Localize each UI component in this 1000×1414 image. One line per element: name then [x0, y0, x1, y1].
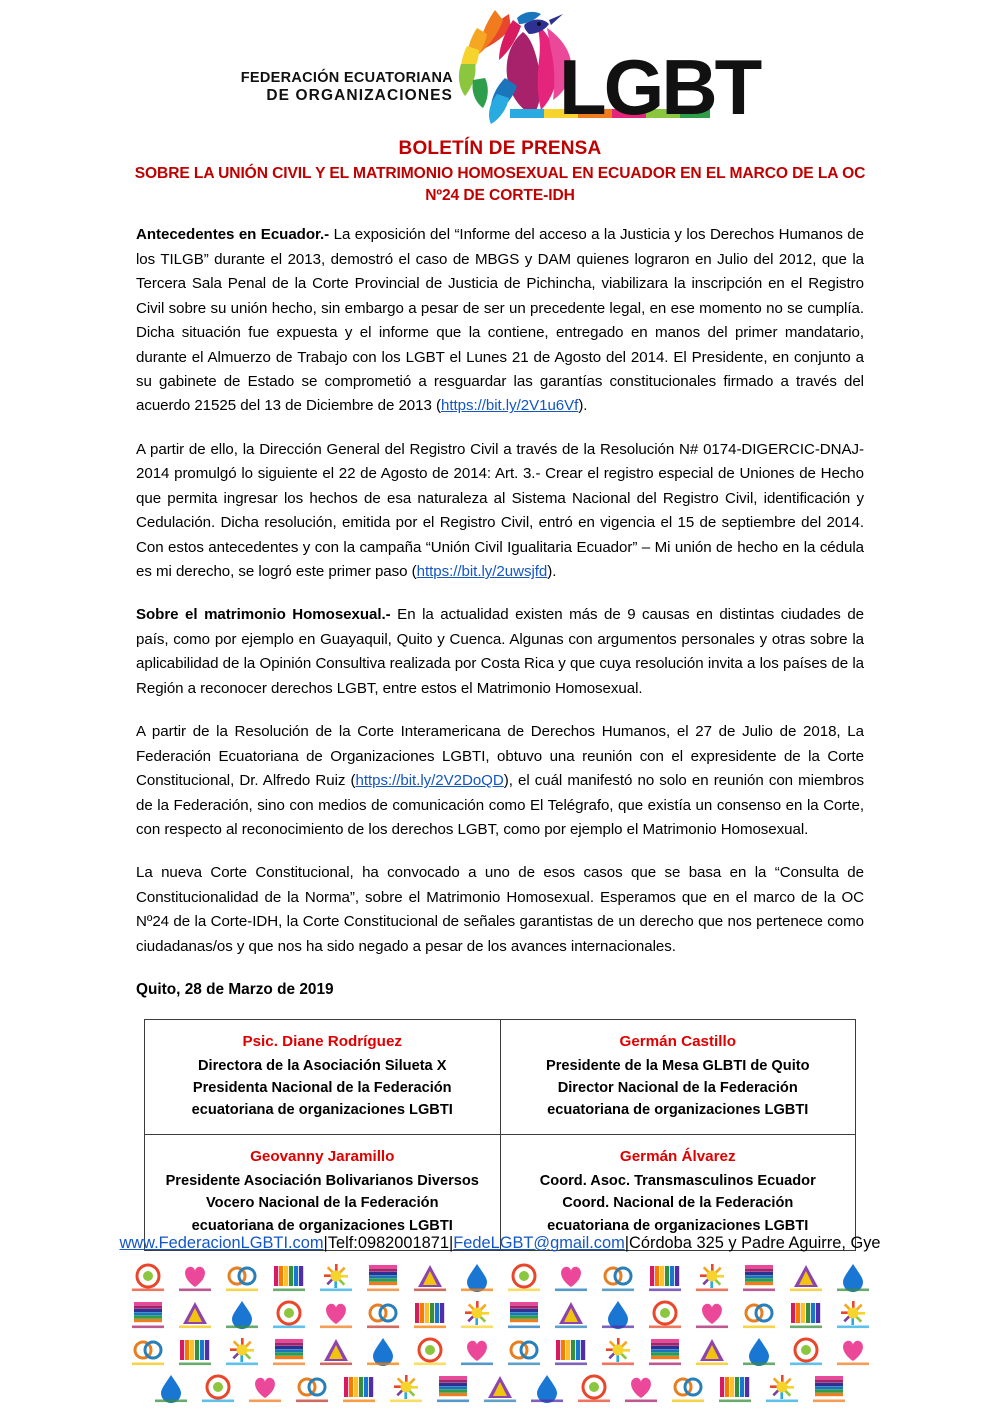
member-organization-logo: [643, 1297, 687, 1331]
date-line: Quito, 28 de Marzo de 2019: [136, 981, 334, 999]
member-organization-logo: [784, 1334, 828, 1368]
member-organization-logo: [549, 1297, 593, 1331]
member-organization-logo: [267, 1260, 311, 1294]
table-row: [145, 1020, 856, 1135]
member-organization-logo: [126, 1334, 170, 1368]
member-organization-logo: [408, 1260, 452, 1294]
signatory-role-2: Director Nacional de la Federación: [557, 1080, 798, 1097]
member-organization-logo: [149, 1371, 193, 1405]
paragraph-resolucion-tail: ).: [547, 563, 557, 581]
member-organization-logo: [784, 1297, 828, 1331]
member-organization-logo: [290, 1371, 334, 1405]
member-organization-logo: [760, 1371, 804, 1405]
member-organization-logo: [737, 1334, 781, 1368]
member-organization-logo: [384, 1371, 428, 1405]
member-organization-logo: [126, 1260, 170, 1294]
signatory-cell-1: [500, 1020, 856, 1135]
member-organization-logo: [502, 1334, 546, 1368]
member-organization-logo: [455, 1297, 499, 1331]
contact-phone: Telf:0982001871: [327, 1233, 449, 1252]
separator-1: |: [323, 1233, 328, 1252]
member-organization-logo: [220, 1334, 264, 1368]
member-organization-logo: [314, 1260, 358, 1294]
paragraph-resolucion-text: A partir de ello, la Dirección General del Registro Civil a través de la Resolución N# 0174-DIGERCIC-DNAJ-2014 promulgó lo siguiente el 22 de Agosto de 2014: Art. 3.- Crear el registro especial de Uniones de Hecho que permita ingresar los hechos de esa naturaleza al Sistema Nacional del Registro Civil, identificación y Cedulación. Dicha resolución, emitida por el Registro Civil, entró en vigencia el 15 de septiembre del 2014. Con estos antecedentes y con la campaña “Unión Civil Igualitaria Ecuador” – Mi unión de hecho en la cédula es mi derecho, se logró este primer paso (: [136, 440, 864, 581]
member-organization-logo: [126, 1297, 170, 1331]
paragraph-resolucion: [136, 438, 864, 585]
link-bitly-2V1u6Vf[interactable]: https://bit.ly/2V1u6Vf: [440, 397, 579, 415]
member-organization-logo: [549, 1260, 593, 1294]
signatories-table-wrap: [144, 1019, 856, 1251]
signatory-role-1: Presidente de la Mesa GLBTI de Quito: [545, 1057, 810, 1074]
link-bitly-2V2DoQD[interactable]: https://bit.ly/2V2DoQD: [355, 772, 504, 790]
paragraph-matrimonio-lead: Sobre el matrimonio Homosexual.-: [136, 606, 391, 624]
page-subtitle: [0, 161, 1000, 207]
member-organization-logo: [220, 1260, 264, 1294]
signatories-table: [144, 1019, 856, 1251]
separator-2: |: [449, 1233, 454, 1252]
member-organization-logo: [666, 1371, 710, 1405]
signatory-role-2: Coord. Nacional de la Federación: [562, 1195, 794, 1212]
signatory-role-3: ecuatoriana de organizaciones LGBTI: [547, 1102, 809, 1119]
paragraph-antecedentes: [136, 223, 864, 419]
paragraph-antecedentes-lead: Antecedentes en Ecuador.-: [136, 226, 330, 244]
paragraph-corte-tail: ), el cuál manifestó no solo en reunión con miembros de la Federación, sino con medios de comunicación como El Telégrafo, que existía un consenso en la Corte, con respecto al reconocimiento de los derechos LGBT, como por ejemplo el Matrimonio Homosexual.: [136, 772, 864, 838]
member-organization-logo: [478, 1371, 522, 1405]
link-bitly-2uwsjfd[interactable]: https://bit.ly/2uwsjfd: [416, 563, 548, 581]
member-organization-logo: [173, 1297, 217, 1331]
paragraph-corte-interamericana: [136, 720, 864, 842]
lgbt-wordmark: LGBT: [559, 43, 760, 132]
member-organization-logo: [737, 1260, 781, 1294]
page-subtitle-line2: OC Nº24 DE CORTE-IDH: [425, 165, 866, 205]
link-website[interactable]: www.FederacionLGBTI.com: [119, 1233, 324, 1252]
member-organization-logo: [596, 1334, 640, 1368]
organization-name: [241, 70, 455, 126]
signatory-role-2: Presidenta Nacional de la Federación: [192, 1080, 452, 1097]
signatory-role-3: ecuatoriana de organizaciones LGBTI: [191, 1217, 453, 1234]
member-organization-logo: [831, 1297, 875, 1331]
logo-strip-row: [116, 1258, 884, 1295]
member-organization-logo: [619, 1371, 663, 1405]
member-organization-logo: [525, 1371, 569, 1405]
member-organization-logo: [267, 1334, 311, 1368]
document-body: [136, 207, 864, 999]
member-organization-logo: [314, 1297, 358, 1331]
member-organization-logo: [408, 1334, 452, 1368]
member-organization-logo: [690, 1297, 734, 1331]
member-organization-logo: [243, 1371, 287, 1405]
logo-strip-row: [116, 1295, 884, 1332]
member-organization-logo-strip: [116, 1258, 884, 1414]
member-organization-logo: [713, 1371, 757, 1405]
member-organization-logo: [643, 1334, 687, 1368]
page-subtitle-line1: SOBRE LA UNIÓN CIVIL Y EL MATRIMONIO HOMOSEXUAL EN ECUADOR EN EL MARCO DE LA: [134, 165, 838, 183]
member-organization-logo: [502, 1297, 546, 1331]
contact-line: [0, 1233, 1000, 1259]
member-organization-logo: [408, 1297, 452, 1331]
signatory-role-3: ecuatoriana de organizaciones LGBTI: [191, 1102, 453, 1119]
member-organization-logo: [173, 1260, 217, 1294]
member-organization-logo: [596, 1297, 640, 1331]
paragraph-nueva-corte: La nueva Corte Constitucional, ha convocado a uno de esos casos que se basa en la “Consulta de Constitucionalidad de la Norma”, sobre el Matrimonio Homosexual. Esperamos que en el marco de la OC Nº24 de la Corte-IDH, la Corte Constitucional de señales garantistas de un derecho que nos pertenece como ciudadanas/os y que nos ha sido negado a pesar de los avances internacionales.: [136, 864, 864, 955]
member-organization-logo: [737, 1297, 781, 1331]
member-organization-logo: [267, 1297, 311, 1331]
link-email[interactable]: FedeLGBT@gmail.com: [453, 1233, 625, 1252]
member-organization-logo: [314, 1334, 358, 1368]
member-organization-logo: [831, 1260, 875, 1294]
member-organization-logo: [361, 1297, 405, 1331]
member-organization-logo: [572, 1371, 616, 1405]
signatory-cell-0: [145, 1020, 501, 1135]
member-organization-logo: [502, 1260, 546, 1294]
organization-name-line2: DE ORGANIZACIONES: [266, 86, 453, 104]
paragraph-matrimonio: [136, 603, 864, 701]
member-organization-logo: [690, 1334, 734, 1368]
signatory-name: Geovanny Jaramillo: [250, 1148, 395, 1166]
member-organization-logo: [337, 1371, 381, 1405]
member-organization-logo: [455, 1334, 499, 1368]
member-organization-logo: [431, 1371, 475, 1405]
page-title: BOLETÍN DE PRENSA: [398, 138, 602, 159]
member-organization-logo: [690, 1260, 734, 1294]
paragraph-antecedentes-text: La exposición del “Informe del acceso a la Justicia y los Derechos Humanos de los TILGB” durante el 2013, demostró el caso de MBGS y DAM quienes lograron en Julio del 2012, que la Tercera Sala Penal de la Corte Provincial de Justicia de Pichincha, viabilizara la inscripción en el Registro Civil sobre su unión hecho, sin embargo a pesar de ser un precedente legal, en ese momento no se cumplía. Dicha situación fue expuesta y el informe que la contiene, entregado en manos del primer mandatario, durante el Almuerzo de Trabajo con los LGBT el Lunes 21 de Agosto del 2014. El Presidente, en conjunto a su gabinete de Estado se comprometió a resguardar las garantías constitucionales firmado a través del acuerdo 21525 del 13 de Diciembre de 2013 (: [136, 226, 864, 415]
member-organization-logo: [549, 1334, 593, 1368]
signatory-role-3: ecuatoriana de organizaciones LGBTI: [547, 1217, 809, 1234]
member-organization-logo: [220, 1297, 264, 1331]
signatory-role-1: Directora de la Asociación Silueta X: [198, 1057, 447, 1074]
contact-address: Córdoba 325 y Padre Aguirre, Gye: [629, 1233, 881, 1252]
signatory-name: Psic. Diane Rodríguez: [242, 1033, 402, 1051]
logo-strip-row: [116, 1369, 884, 1406]
paragraph-antecedentes-tail: ).: [578, 397, 588, 415]
member-organization-logo: [361, 1260, 405, 1294]
paragraph-corte-text: A partir de la Resolución de la Corte Interamericana de Derechos Humanos, el 27 de Julio de 2018, La Federación Ecuatoriana de Organizaciones LGBTI, obtuvo una reunión con el expresidente de la Corte Constitucional, Dr. Alfredo Ruiz (: [136, 723, 864, 790]
member-organization-logo: [831, 1334, 875, 1368]
logo-strip-row: [116, 1332, 884, 1369]
member-organization-logo: [643, 1260, 687, 1294]
member-organization-logo: [807, 1371, 851, 1405]
signatory-name: Germán Castillo: [619, 1033, 736, 1051]
separator-3: |: [624, 1233, 630, 1252]
member-organization-logo: [596, 1260, 640, 1294]
signatory-role-1: Presidente Asociación Bolivarianos Diversos: [165, 1173, 479, 1190]
member-organization-logo: [784, 1260, 828, 1294]
member-organization-logo: [196, 1371, 240, 1405]
organization-logo: [0, 0, 1000, 132]
signatory-role-2: Vocero Nacional de la Federación: [206, 1195, 439, 1212]
page-footer: [0, 1233, 1000, 1414]
member-organization-logo: [361, 1334, 405, 1368]
organization-name-line1: FEDERACIÓN ECUATORIANA: [240, 70, 453, 87]
member-organization-logo: [455, 1260, 499, 1294]
document-title-block: [0, 136, 1000, 207]
signatory-name: Germán Álvarez: [619, 1148, 736, 1166]
member-organization-logo: [173, 1334, 217, 1368]
signatory-role-1: Coord. Asoc. Transmasculinos Ecuador: [539, 1173, 816, 1190]
paragraph-matrimonio-text: En la actualidad existen más de 9 causas en distintas ciudades de país, como por ejemplo en Guayaquil, Quito y Cuenca. Algunas con argumentos personales y otras sobre la aplicabilidad de la Opinión Consultiva realizada por Costa Rica y que cuya resolución invita a los países de la Región a reconocer derechos LGBT, entre estos el Matrimonio Homosexual.: [136, 606, 865, 697]
